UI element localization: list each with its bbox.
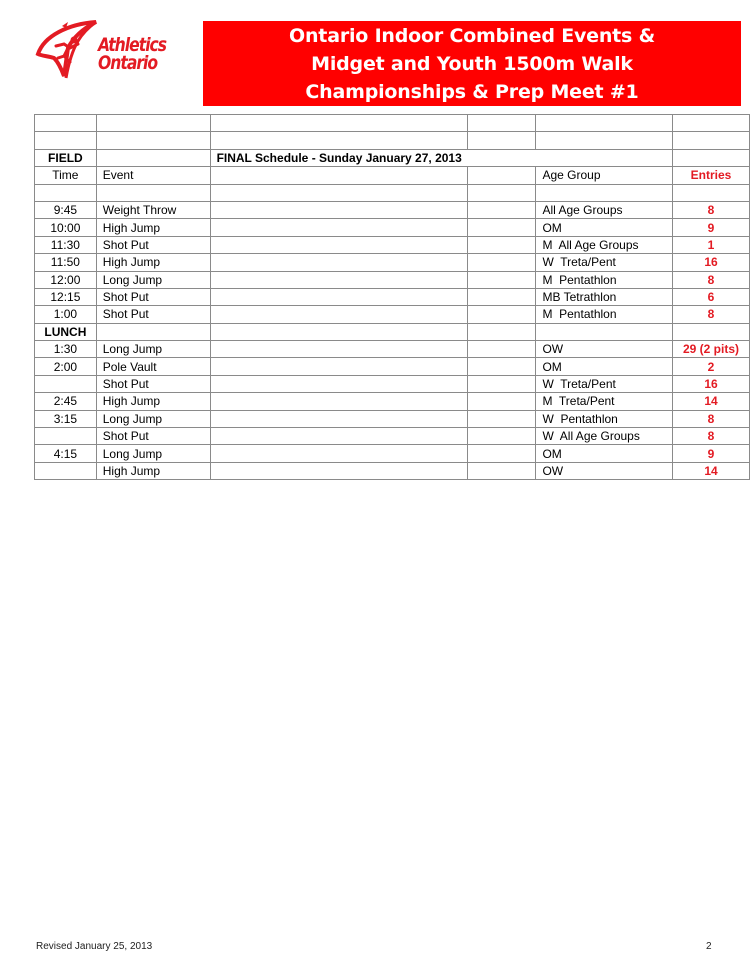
entries-cell: 16 (672, 375, 749, 392)
time-cell: 1:00 (35, 306, 97, 323)
athletics-ontario-logo (34, 18, 184, 93)
age-group-cell: All Age Groups (536, 201, 673, 218)
blank-row (35, 184, 750, 201)
age-group-cell: M Treta/Pent (536, 393, 673, 410)
header-event: Event (96, 167, 210, 184)
blank-row (35, 132, 750, 149)
title-line-3: Championships & Prep Meet #1 (305, 81, 639, 103)
time-cell: 11:50 (35, 254, 97, 271)
time-cell: 12:15 (35, 288, 97, 305)
time-cell (35, 375, 97, 392)
event-cell: Shot Put (96, 428, 210, 445)
table-row (35, 306, 750, 323)
age-group-cell: M All Age Groups (536, 236, 673, 253)
entries-cell: 8 (672, 410, 749, 427)
event-cell: Pole Vault (96, 358, 210, 375)
time-cell: 10:00 (35, 219, 97, 236)
age-group-cell: OW (536, 462, 673, 479)
title-line-1: Ontario Indoor Combined Events & (289, 25, 655, 47)
time-cell: 1:30 (35, 341, 97, 358)
event-cell: Long Jump (96, 445, 210, 462)
logo-line-1: Athletics (98, 34, 167, 56)
entries-cell: 1 (672, 236, 749, 253)
blank-row (35, 115, 750, 132)
entries-cell: 14 (672, 462, 749, 479)
time-cell: 9:45 (35, 201, 97, 218)
age-group-cell: OM (536, 445, 673, 462)
age-group-cell: OW (536, 341, 673, 358)
schedule-title: FINAL Schedule - Sunday January 27, 2013 (210, 149, 468, 166)
time-cell: 2:00 (35, 358, 97, 375)
entries-cell: 8 (672, 306, 749, 323)
header-age-group: Age Group (536, 167, 673, 184)
table-row (35, 271, 750, 288)
header-time: Time (35, 167, 97, 184)
age-group-cell: OM (536, 219, 673, 236)
lunch-row (35, 323, 750, 340)
entries-cell: 16 (672, 254, 749, 271)
age-group-cell: W Pentathlon (536, 410, 673, 427)
age-group-cell: MB Tetrathlon (536, 288, 673, 305)
table-row (35, 288, 750, 305)
table-row (35, 410, 750, 427)
header-entries: Entries (672, 167, 749, 184)
event-cell: Long Jump (96, 271, 210, 288)
event-cell: High Jump (96, 219, 210, 236)
age-group-cell: OM (536, 358, 673, 375)
table-row (35, 236, 750, 253)
table-row (35, 219, 750, 236)
time-cell: 2:45 (35, 393, 97, 410)
lunch-label: LUNCH (35, 323, 97, 340)
time-cell: 11:30 (35, 236, 97, 253)
age-group-cell: W Treta/Pent (536, 375, 673, 392)
event-cell: Weight Throw (96, 201, 210, 218)
time-cell: 12:00 (35, 271, 97, 288)
event-cell: Shot Put (96, 288, 210, 305)
title-line-2: Midget and Youth 1500m Walk (311, 53, 633, 75)
entries-cell: 9 (672, 219, 749, 236)
event-cell: Shot Put (96, 375, 210, 392)
entries-cell: 14 (672, 393, 749, 410)
time-cell (35, 428, 97, 445)
time-cell (35, 462, 97, 479)
entries-cell: 29 (2 pits) (672, 341, 749, 358)
schedule-table (34, 114, 750, 480)
table-row (35, 375, 750, 392)
table-row (35, 201, 750, 218)
table-row (35, 428, 750, 445)
event-cell: Shot Put (96, 306, 210, 323)
entries-cell: 9 (672, 445, 749, 462)
age-group-cell: W Treta/Pent (536, 254, 673, 271)
runner-swoosh-icon (34, 18, 104, 93)
event-cell: Long Jump (96, 410, 210, 427)
page-number: 2 (706, 941, 712, 952)
table-row (35, 254, 750, 271)
logo-line-2: Ontario (98, 52, 158, 74)
table-row (35, 358, 750, 375)
time-cell: 3:15 (35, 410, 97, 427)
header-row (35, 167, 750, 184)
table-row (35, 341, 750, 358)
age-group-cell: W All Age Groups (536, 428, 673, 445)
age-group-cell: M Pentathlon (536, 271, 673, 288)
logo-wordmark (98, 36, 166, 72)
event-cell: High Jump (96, 393, 210, 410)
entries-cell: 8 (672, 201, 749, 218)
entries-cell: 2 (672, 358, 749, 375)
event-cell: High Jump (96, 254, 210, 271)
title-row (35, 149, 750, 166)
entries-cell: 8 (672, 428, 749, 445)
age-group-cell: M Pentathlon (536, 306, 673, 323)
event-cell: Shot Put (96, 236, 210, 253)
table-row (35, 462, 750, 479)
table-row (35, 393, 750, 410)
time-cell: 4:15 (35, 445, 97, 462)
table-row (35, 445, 750, 462)
revised-date: Revised January 25, 2013 (36, 941, 153, 952)
section-label: FIELD (35, 149, 97, 166)
event-cell: Long Jump (96, 341, 210, 358)
event-cell: High Jump (96, 462, 210, 479)
title-banner (203, 21, 741, 106)
entries-cell: 8 (672, 271, 749, 288)
entries-cell: 6 (672, 288, 749, 305)
